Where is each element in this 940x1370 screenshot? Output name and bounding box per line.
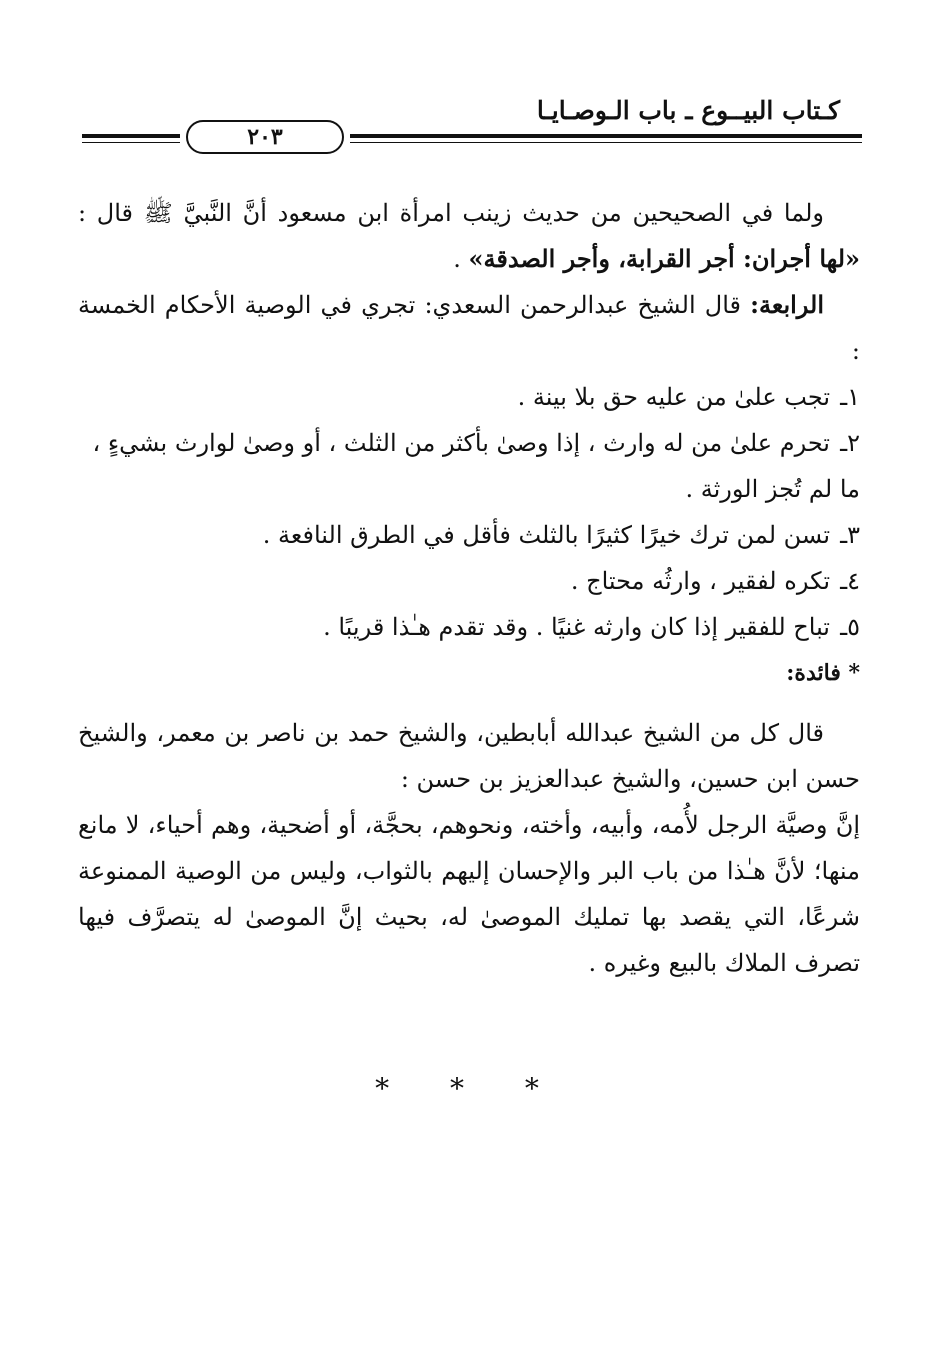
paragraph-hadith-text: ولما في الصحيحين من حديث زينب امرأة ابن مسعود أنَّ النَّبيَّ ﷺ قال :	[78, 199, 824, 227]
paragraph-fourth	[78, 282, 860, 374]
paragraph-fourth-lead: الرابعة:	[750, 290, 825, 319]
paragraph-fourth-text: قال الشيخ عبدالرحمن السعدي: تجري في الوصية الأحكام الخمسة :	[78, 291, 860, 365]
list-item: ٤ـتكره لفقير ، وارثُه محتاج .	[570, 567, 860, 595]
header-rule-right	[350, 134, 862, 143]
list-item: ٣ـتسن لمن ترك خيرًا كثيرًا بالثلث فأقل في الطرق النافعة .	[262, 521, 860, 549]
hadith-quote-end: .	[453, 245, 469, 273]
running-title: كـتاب البيــوع ـ باب الـوصـايـا	[536, 96, 840, 125]
hadith-quote: «لها أجران: أجر القرابة، وأجر الصدقة»	[468, 244, 860, 273]
rulings-list	[78, 374, 860, 650]
end-ornament: * * *	[375, 1072, 565, 1105]
paragraph-hadith	[78, 190, 860, 282]
paragraph-scholars: قال كل من الشيخ عبدالله أبابطين، والشيخ حمد بن ناصر بن معمر، والشيخ حسن ابن حسين، والشيخ عبدالعزيز بن حسن :	[78, 719, 860, 793]
fayda-heading: * فائدة:	[786, 660, 860, 686]
list-item: ٢ـتحرم علىٰ من له وارث ، إذا وصىٰ بأكثر من الثلث ، أو وصىٰ لوارث بشيءٍ ، ما لم تُجز الورثة .	[92, 429, 860, 503]
paragraph-ruling: إنَّ وصيَّة الرجل لأُمه، وأبيه، وأخته، ونحوهم، بحجَّة، أو أضحية، وهم أحياء، لا مانع منها؛ لأنَّ هـٰذا من باب البر والإحسان إليهم بالثواب، وليس من الوصية الممنوعة شرعًا، التي يقصد بها تمليك الموصىٰ له، بحيث إنَّ الموصىٰ له يتصرَّف فيها تصرف الملاك بالبيع وغيره .	[78, 811, 860, 977]
page-number: ٢٠٣	[186, 120, 344, 154]
list-item: ٥ـتباح للفقير إذا كان وارثه غنيًا . وقد تقدم هـٰذا قريبًا .	[323, 613, 860, 641]
header-rule-left	[82, 134, 180, 143]
list-item: ١ـتجب علىٰ من عليه حق بلا بينة .	[517, 383, 860, 411]
header-rule	[82, 120, 862, 160]
